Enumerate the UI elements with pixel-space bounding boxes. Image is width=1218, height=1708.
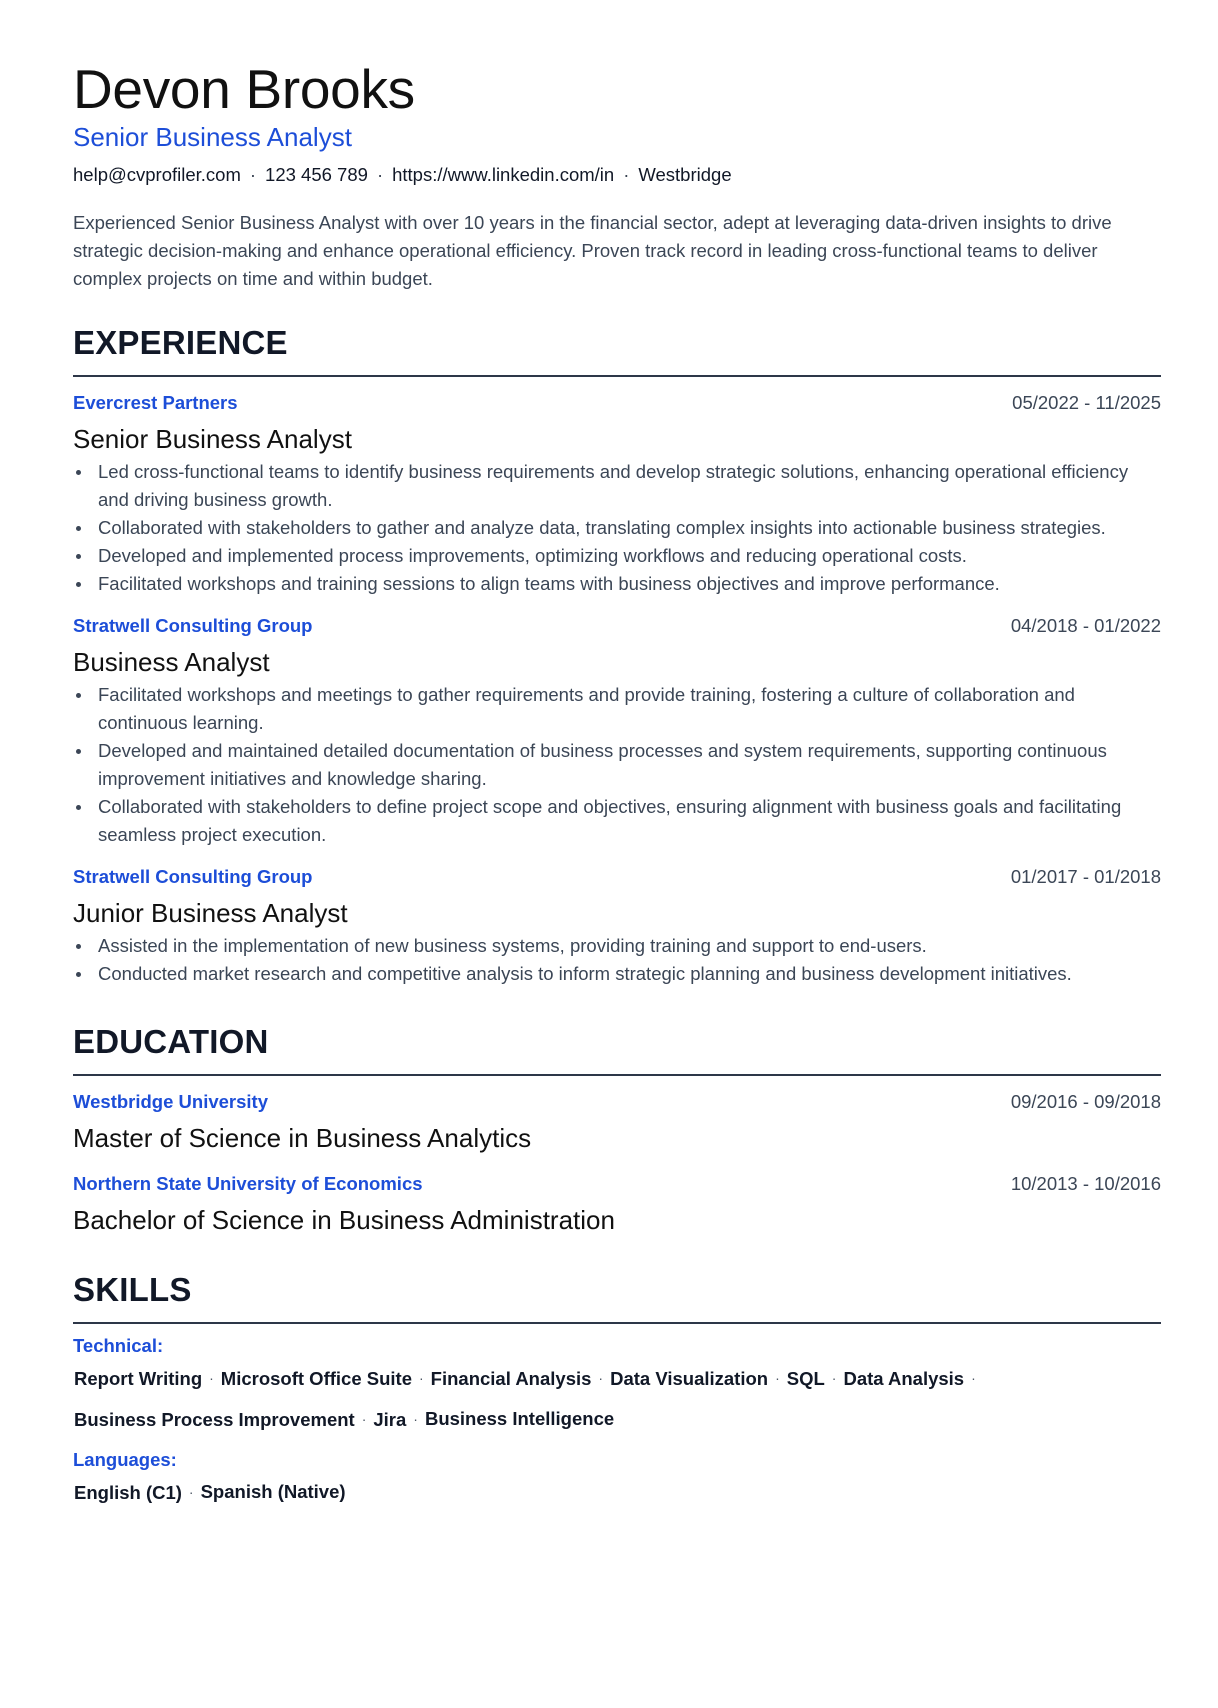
contact-line	[73, 164, 1161, 186]
skill-item: Report Writing ·	[74, 1368, 214, 1389]
section-heading-skills: SKILLS	[73, 1271, 192, 1308]
education-entry	[73, 1090, 1161, 1154]
experience-entry	[73, 391, 1161, 598]
list-item: Developed and maintained detailed documentation of business processes and system requirements, supporting continuous improvement initiatives and knowledge sharing.	[98, 737, 1161, 793]
contact-linkedin[interactable]: https://www.linkedin.com/in	[392, 164, 615, 185]
skill-item: Business Intelligence	[424, 1408, 615, 1429]
separator-dot: ·	[775, 1370, 780, 1386]
list-item: Developed and implemented process improvements, optimizing workflows and reducing operational costs.	[98, 542, 1161, 570]
skill-item: Microsoft Office Suite ·	[220, 1368, 424, 1389]
employment-dates: 01/2017 - 01/2018	[1010, 866, 1161, 887]
job-title: Senior Business Analyst	[73, 424, 352, 454]
experience-entry	[73, 865, 1161, 988]
candidate-name: Devon Brooks	[73, 58, 415, 120]
section-heading-experience: EXPERIENCE	[73, 324, 288, 361]
company-name: Stratwell Consulting Group	[73, 866, 313, 887]
school-name: Northern State University of Economics	[73, 1173, 423, 1194]
section-divider	[73, 375, 1161, 377]
responsibility-list	[73, 681, 1161, 849]
study-dates: 10/2013 - 10/2016	[1010, 1173, 1161, 1194]
separator-dot: ·	[376, 164, 384, 185]
skill-item: English (C1) ·	[74, 1482, 194, 1503]
section-divider	[73, 1074, 1161, 1076]
contact-location: Westbridge	[638, 164, 732, 185]
company-name: Evercrest Partners	[73, 392, 238, 413]
degree-name: Master of Science in Business Analytics	[73, 1123, 532, 1153]
employment-dates: 04/2018 - 01/2022	[1010, 615, 1161, 636]
list-item: Collaborated with stakeholders to define project scope and objectives, ensuring alignment with business goals and facilitating seamless project execution.	[98, 793, 1161, 849]
job-title: Junior Business Analyst	[73, 898, 348, 928]
skill-item: Business Process Improvement ·	[74, 1409, 367, 1430]
skill-item: Jira ·	[373, 1409, 418, 1430]
section-heading-education: EDUCATION	[73, 1023, 269, 1060]
skill-list	[73, 1364, 1084, 1434]
company-name: Stratwell Consulting Group	[73, 615, 313, 636]
employment-dates: 05/2022 - 11/2025	[1012, 392, 1161, 413]
experience-section	[73, 323, 1161, 988]
separator-dot: ·	[623, 164, 630, 185]
list-item: Led cross-functional teams to identify business requirements and develop strategic solutions, enhancing operational efficiency and driving business growth.	[98, 458, 1161, 514]
list-item: Conducted market research and competitive analysis to inform strategic planning and business development initiatives.	[98, 960, 1161, 988]
separator-dot: ·	[361, 1411, 367, 1427]
separator-dot: ·	[413, 1411, 418, 1427]
skill-item: SQL ·	[786, 1368, 837, 1389]
contact-phone[interactable]: 123 456 789	[265, 164, 368, 185]
skill-item: Data Visualization ·	[610, 1368, 780, 1389]
skill-group-label: Technical:	[73, 1335, 164, 1356]
separator-dot: ·	[188, 1484, 194, 1500]
list-item: Facilitated workshops and meetings to gather requirements and provide training, fostering a culture of collaboration and continuous learning.	[98, 681, 1161, 737]
separator-dot: ·	[971, 1370, 976, 1386]
skill-item: Spanish (Native)	[200, 1481, 346, 1502]
school-name: Westbridge University	[73, 1091, 268, 1112]
professional-summary: Experienced Senior Business Analyst with over 10 years in the financial sector, adept at leveraging data-driven insights to drive strategic decision-making and enhance operational efficiency. Proven track record in leading cross-functional teams to deliver complex projects on time and within budget.	[73, 212, 1112, 289]
list-item: Facilitated workshops and training sessions to align teams with business objectives and improve performance.	[98, 570, 1161, 598]
separator-dot: ·	[419, 1370, 424, 1386]
education-entry	[73, 1172, 1161, 1236]
list-item: Assisted in the implementation of new business systems, providing training and support to end-users.	[98, 932, 1161, 960]
experience-entry	[73, 614, 1161, 849]
list-item: Collaborated with stakeholders to gather and analyze data, translating complex insights into actionable business strategies.	[98, 514, 1161, 542]
resume-page	[73, 56, 1161, 1507]
study-dates: 09/2016 - 09/2018	[1010, 1091, 1161, 1112]
resume-header	[73, 56, 1161, 293]
candidate-title: Senior Business Analyst	[73, 122, 352, 152]
degree-name: Bachelor of Science in Business Administration	[73, 1205, 615, 1235]
separator-dot: ·	[249, 164, 257, 185]
skill-item: Financial Analysis ·	[430, 1368, 604, 1389]
separator-dot: ·	[209, 1370, 214, 1386]
contact-email[interactable]: help@cvprofiler.com	[73, 164, 241, 185]
skill-group-languages	[73, 1448, 1161, 1507]
separator-dot: ·	[598, 1370, 604, 1386]
skills-section	[73, 1270, 1161, 1507]
responsibility-list	[73, 458, 1161, 598]
section-divider	[73, 1322, 1161, 1324]
responsibility-list	[73, 932, 1161, 988]
education-section	[73, 1022, 1161, 1236]
separator-dot: ·	[831, 1370, 837, 1386]
skill-group-label: Languages:	[73, 1449, 177, 1470]
skill-group-technical	[73, 1334, 1161, 1434]
skill-list	[73, 1478, 1084, 1507]
job-title: Business Analyst	[73, 647, 270, 677]
skill-item: Data Analysis ·	[843, 1368, 976, 1389]
